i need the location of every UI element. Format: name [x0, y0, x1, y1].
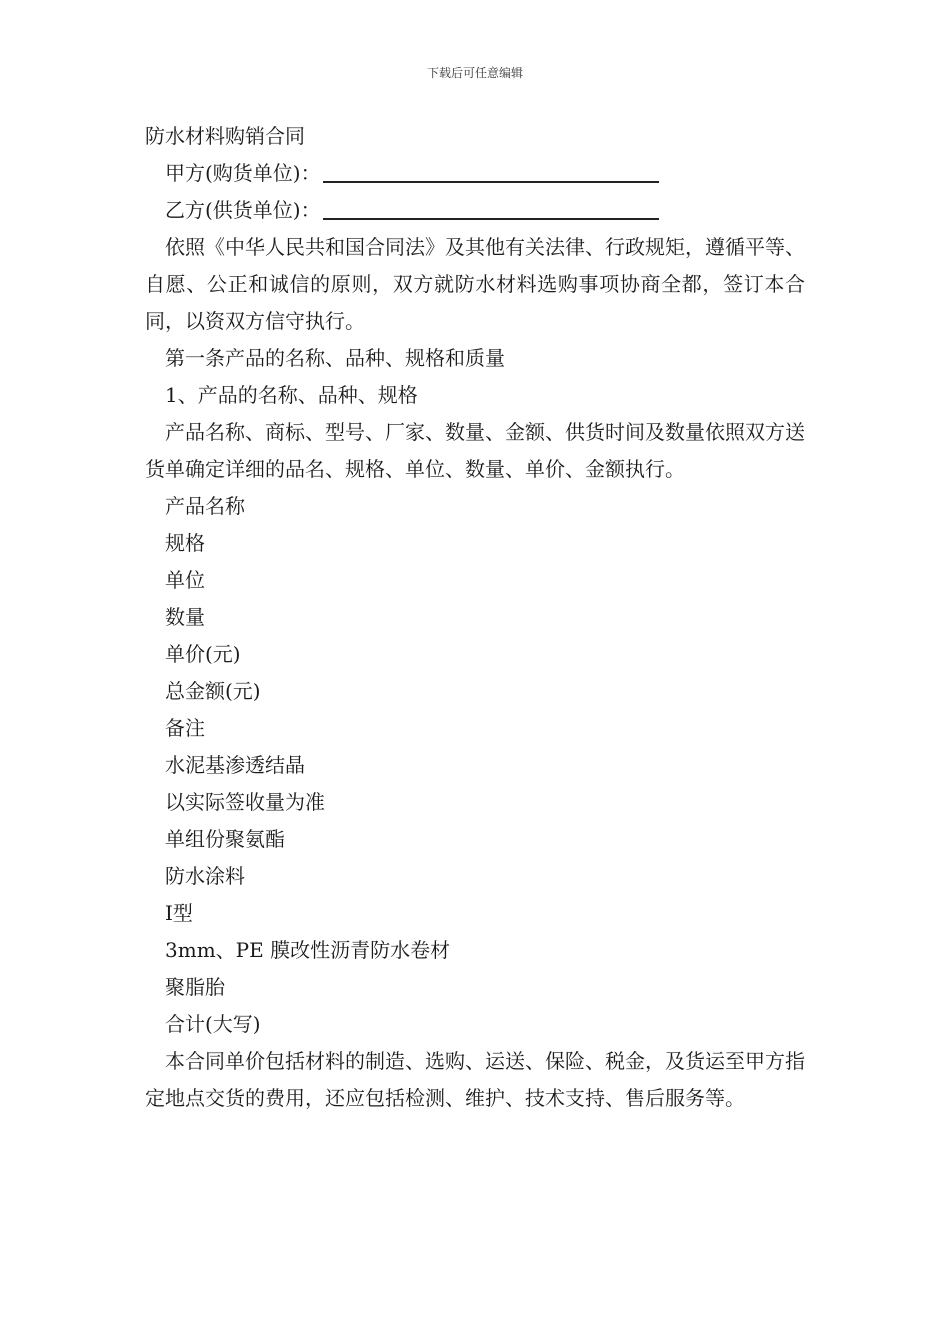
- table-line: 聚脂胎: [165, 975, 225, 999]
- table-line: 3mm、PE 膜改性沥青防水卷材: [165, 938, 451, 962]
- party-b-line: [145, 192, 805, 229]
- table-line: 单组份聚氨酯: [165, 827, 285, 851]
- party-a-line: [145, 155, 805, 192]
- table-line: 合计(大写): [165, 1012, 261, 1036]
- table-line: 数量: [165, 605, 205, 629]
- table-line: 单价(元): [165, 642, 241, 666]
- section-1-title: 1、产品的名称、品种、规格: [165, 383, 418, 407]
- intro-paragraph: 依照《中华人民共和国合同法》及其他有关法律、行政规矩，遵循平等、自愿、公正和诚信的原则，双方就防水材料选购事项协商全都，签订本合同，以资双方信守执行。: [145, 235, 805, 333]
- section-1-paragraph: 产品名称、商标、型号、厂家、数量、金额、供货时间及数量依照双方送货单确定详细的品名、规格、单位、数量、单价、金额执行。: [145, 420, 805, 481]
- table-line: 水泥基渗透结晶: [165, 753, 305, 777]
- contract-title: 防水材料购销合同: [145, 124, 305, 148]
- article-1-title: 第一条产品的名称、品种、规格和质量: [165, 346, 505, 370]
- party-b-label: 乙方(供货单位)：: [165, 198, 321, 222]
- table-line: 产品名称: [165, 494, 245, 518]
- table-line: 单位: [165, 568, 205, 592]
- table-line: 防水涂料: [165, 864, 245, 888]
- table-line: 规格: [165, 531, 205, 555]
- party-a-label: 甲方(购货单位)：: [165, 161, 321, 185]
- party-a-blank: [323, 161, 659, 183]
- party-b-blank: [323, 198, 659, 220]
- page-header-note: 下载后可任意编辑: [426, 66, 523, 80]
- table-line: 备注: [165, 716, 205, 740]
- table-line: 总金额(元): [165, 679, 261, 703]
- contract-body: [145, 118, 805, 1117]
- table-line: Ⅰ型: [165, 901, 193, 925]
- closing-paragraph: 本合同单价包括材料的制造、选购、运送、保险、税金，及货运至甲方指定地点交货的费用，还应包括检测、维护、技术支持、售后服务等。: [145, 1049, 805, 1110]
- table-line: 以实际签收量为准: [165, 790, 325, 814]
